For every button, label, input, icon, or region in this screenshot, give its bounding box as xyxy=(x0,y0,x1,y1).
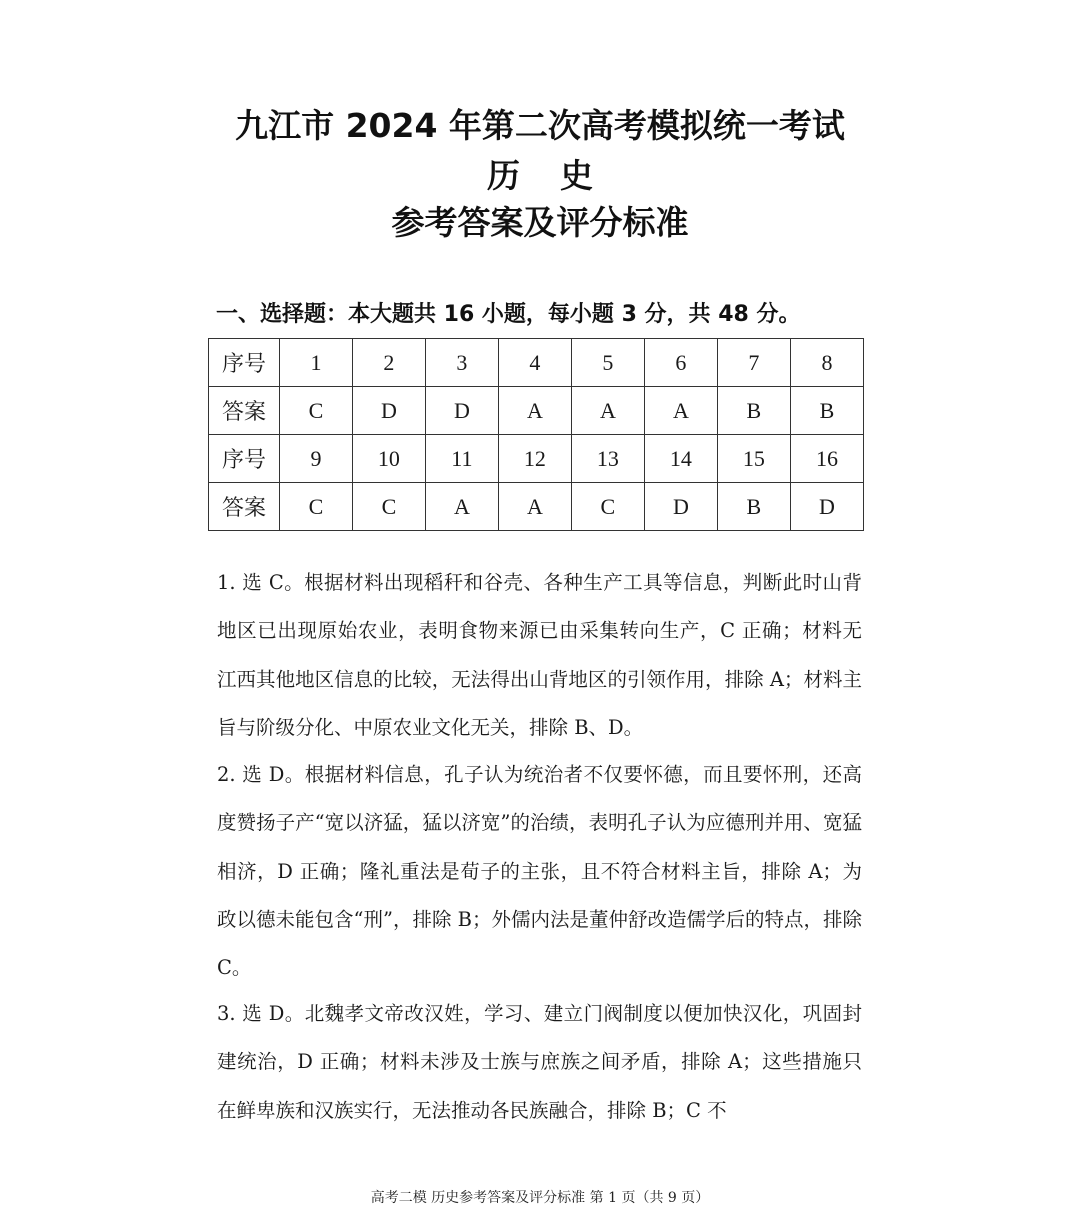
subject-char-2: 史 xyxy=(560,156,593,195)
section-heading: 一、选择题：本大题共 16 小题，每小题 3 分，共 48 分。 xyxy=(216,302,801,327)
answer-cell: A xyxy=(571,387,644,435)
subject-char-1: 历 xyxy=(487,156,520,195)
number-row xyxy=(209,435,864,483)
answer-cell: C xyxy=(280,387,353,435)
answer-cell: A xyxy=(425,483,498,531)
answer-table xyxy=(208,338,864,531)
question-number-cell: 14 xyxy=(644,435,717,483)
document-title: 九江市 2024 年第二次高考模拟统一考试 xyxy=(235,106,845,145)
question-number-cell: 7 xyxy=(717,339,790,387)
answer-cell: B xyxy=(717,483,790,531)
document-subtitle: 参考答案及评分标准 xyxy=(391,203,689,242)
question-number-cell: 16 xyxy=(790,435,863,483)
answer-cell: D xyxy=(644,483,717,531)
answer-cell: C xyxy=(280,483,353,531)
answer-cell: B xyxy=(790,387,863,435)
answer-cell: D xyxy=(790,483,863,531)
answer-cell: C xyxy=(571,483,644,531)
question-number-cell: 1 xyxy=(280,339,353,387)
question-number-cell: 9 xyxy=(280,435,353,483)
question-number-cell: 11 xyxy=(425,435,498,483)
answer-cell: A xyxy=(498,387,571,435)
question-number-cell: 12 xyxy=(498,435,571,483)
question-number-cell: 6 xyxy=(644,339,717,387)
number-row-label: 序号 xyxy=(209,339,280,387)
question-number-cell: 13 xyxy=(571,435,644,483)
explanation-3: 3. 选 D。北魏孝文帝改汉姓，学习、建立门阀制度以便加快汉化，巩固封建统治，D 正确；材料未涉及士族与庶族之间矛盾，排除 A；这些措施只在鲜卑族和汉族实行，无法推动各民族融合，排除 B；C 不 xyxy=(217,1002,862,1122)
answer-cell: A xyxy=(644,387,717,435)
answer-cell: D xyxy=(425,387,498,435)
number-row-label: 序号 xyxy=(209,435,280,483)
explanation-2: 2. 选 D。根据材料信息，孔子认为统治者不仅要怀德，而且要怀刑，还高度赞扬子产“宽以济猛，猛以济宽”的治绩，表明孔子认为应德刑并用、宽猛相济，D 正确；隆礼重法是荀子的主张，且不符合材料主旨，排除 A；为政以德未能包含“刑”，排除 B；外儒内法是董仲舒改造儒学后的特点，排除 C。 xyxy=(217,763,862,980)
answer-cell: D xyxy=(352,387,425,435)
answer-cell: C xyxy=(352,483,425,531)
question-number-cell: 10 xyxy=(352,435,425,483)
question-number-cell: 8 xyxy=(790,339,863,387)
page-footer: 高考二模 历史参考答案及评分标准 第 1 页（共 9 页） xyxy=(370,1190,710,1206)
explanation-1: 1. 选 C。根据材料出现稻秆和谷壳、各种生产工具等信息，判断此时山背地区已出现原始农业，表明食物来源已由采集转向生产，C 正确；材料无江西其他地区信息的比较，无法得出山背地区的引领作用，排除 A；材料主旨与阶级分化、中原农业文化无关，排除 B、D。 xyxy=(217,571,862,739)
question-number-cell: 5 xyxy=(571,339,644,387)
question-number-cell: 2 xyxy=(352,339,425,387)
answer-row xyxy=(209,483,864,531)
question-number-cell: 3 xyxy=(425,339,498,387)
number-row xyxy=(209,339,864,387)
answer-cell: A xyxy=(498,483,571,531)
subject-title xyxy=(0,150,1080,197)
question-number-cell: 4 xyxy=(498,339,571,387)
answer-row-label: 答案 xyxy=(209,483,280,531)
question-number-cell: 15 xyxy=(717,435,790,483)
answer-row xyxy=(209,387,864,435)
answer-row-label: 答案 xyxy=(209,387,280,435)
answer-cell: B xyxy=(717,387,790,435)
